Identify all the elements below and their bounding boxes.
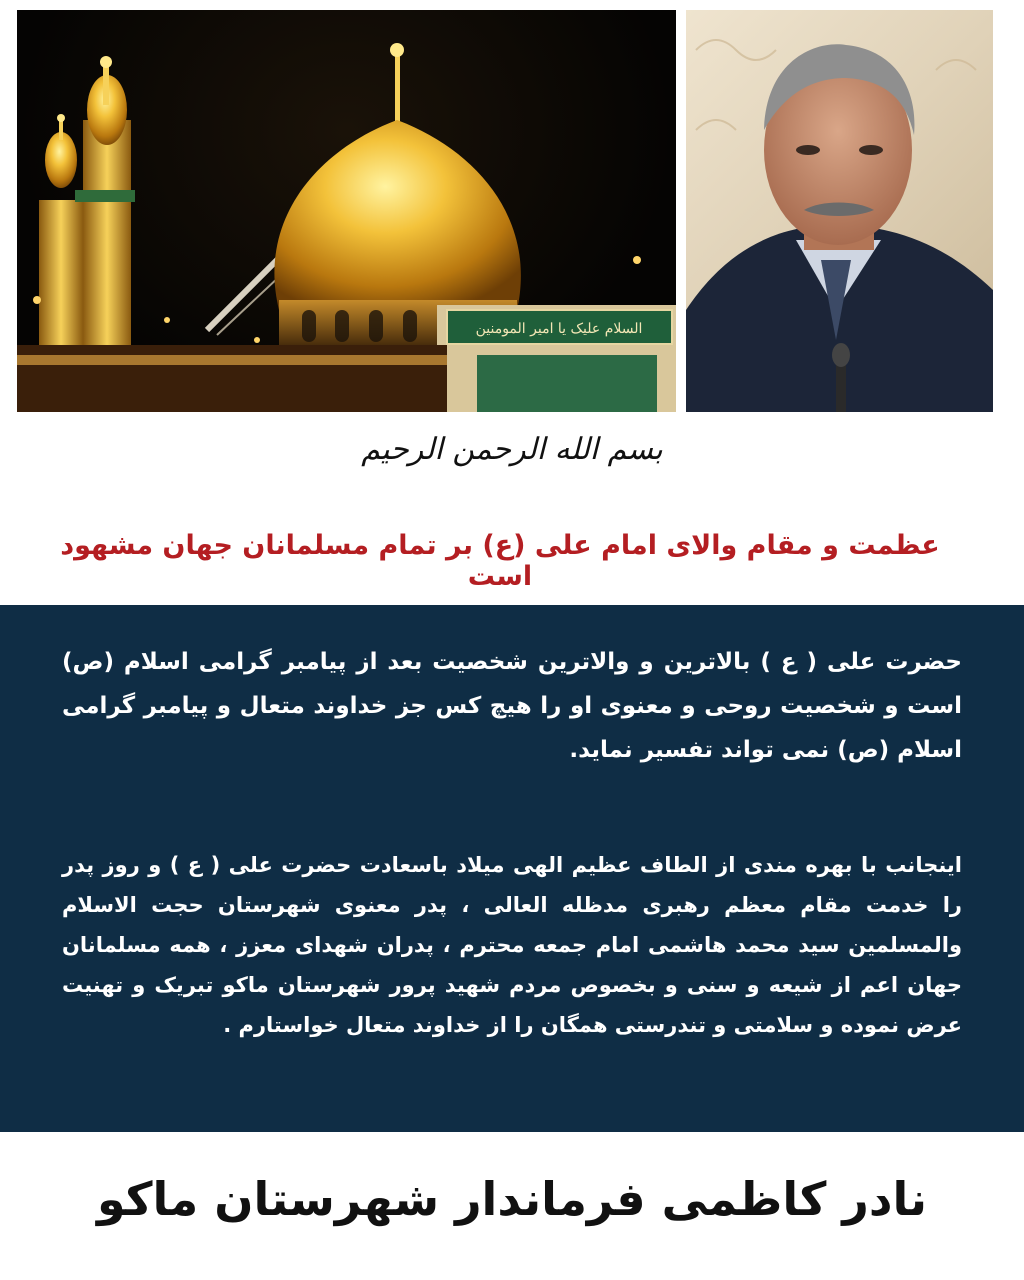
body-paragraph-1: حضرت علی ( ع ) بالاترین و والاترین شخصیت بعد از پیامبر گرامی اسلام (ص) است و شخصیت روحی و معنوی او را هیچ کس جز خداوند متعال و پیامبر گرامی اسلام (ص) نمی تواند تفسیر نماید. (62, 649, 962, 763)
headline: عظمت و مقام والای امام علی (ع) بر تمام مسلمانان جهان مشهود است (60, 530, 940, 592)
shrine-sign-text: السلام علیک یا امیر المومنین (475, 321, 643, 337)
signature: نادر کاظمی فرماندار شهرستان ماکو (96, 1172, 928, 1226)
shrine-photo (17, 10, 676, 412)
body-paragraph-2: اینجانب با بهره مندی از الطاف عظیم الهی میلاد باسعادت حضرت علی ( ع ) و روز پدر را خدمت مقام معظم رهبری مدظله العالی ، پدر معنوی شهرستان حجت الاسلام والمسلمین سید محمد هاشمی امام جمعه محترم ، پدران شهدای معزز ، همه مسلمانان جهان اعم از شیعه و سنی و بخصوص مردم شهید پرور شهرستان ماکو تبریک و تهنیت عرض نموده و سلامتی و تندرستی همگان را از خداوند متعال خواستارم . (62, 853, 962, 1037)
basmala-calligraphy: بسم الله الرحمن الرحیم (361, 432, 663, 467)
message-panel (0, 605, 1024, 1132)
portrait-photo (686, 10, 993, 412)
